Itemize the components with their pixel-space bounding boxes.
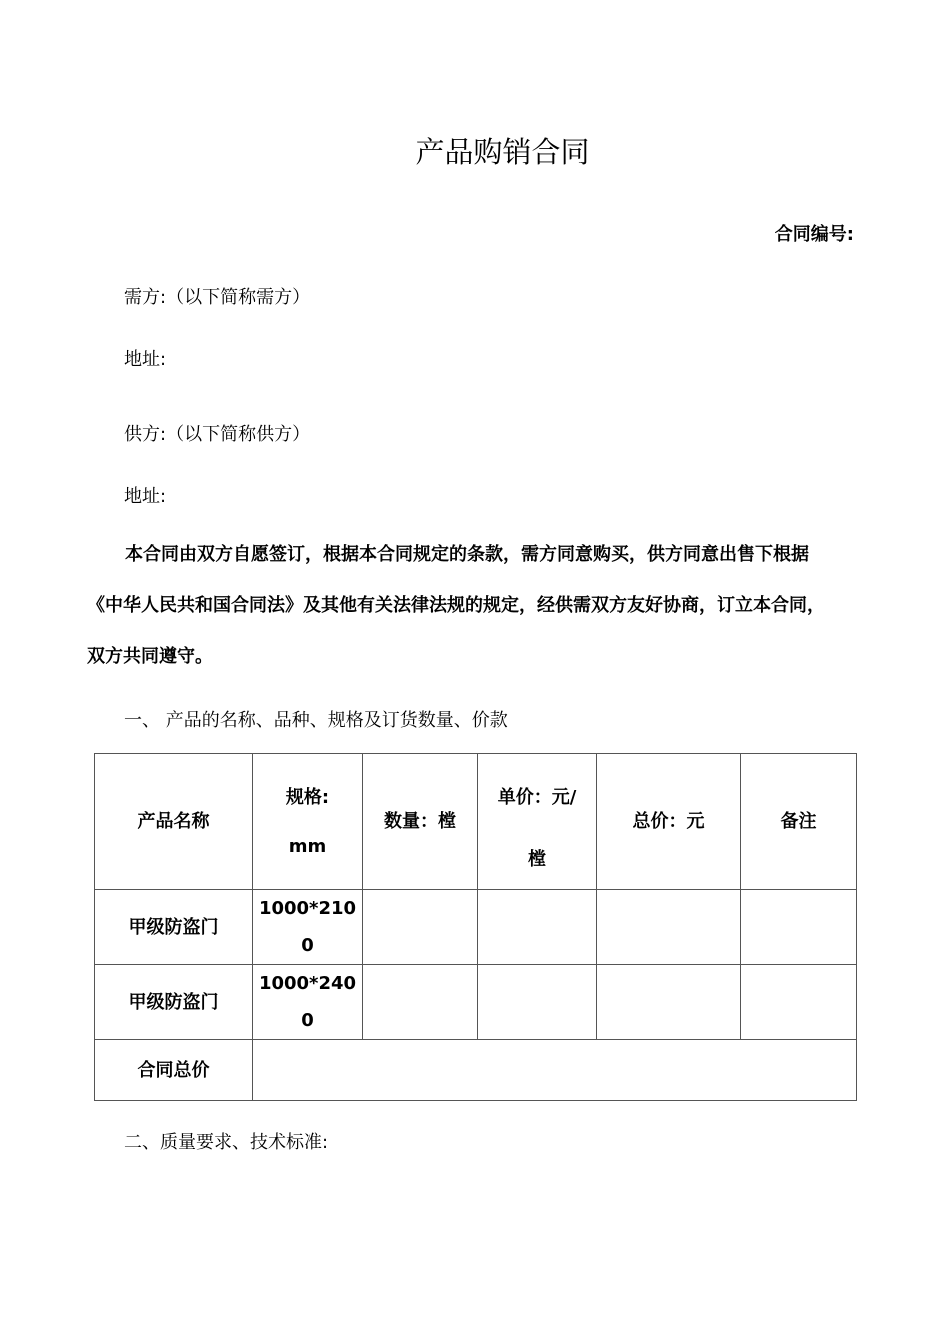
row-note (741, 965, 857, 1040)
row-spec: 1000*2400 (253, 965, 363, 1040)
buyer-line: 需方:（以下简称需方） (124, 287, 311, 308)
row-total-price (597, 965, 741, 1040)
seller-address: 地址: (124, 486, 167, 507)
section-2-heading: 二、质量要求、技术标准: (124, 1132, 329, 1153)
header-spec-line-2: mm (288, 835, 327, 857)
seller-line: 供方:（以下简称供方） (124, 424, 311, 445)
header-spec-line-1: 规格: (285, 786, 330, 808)
row-unit-price (478, 965, 597, 1040)
section-1-heading: 一、 产品的名称、品种、规格及订货数量、价款 (124, 710, 508, 731)
row-product-name: 甲级防盗门 (95, 965, 253, 1040)
header-note: 备注 (741, 754, 857, 890)
document-title: 产品购销合同 (415, 135, 590, 169)
row-total-price (597, 890, 741, 965)
contract-number-label: 合同编号: (774, 224, 854, 245)
table-header-row (95, 754, 857, 890)
intro-line-2: 《中华人民共和国合同法》及其他有关法律法规的规定，经供需双方友好协商，订立本合同， (87, 595, 825, 616)
row-quantity (363, 890, 478, 965)
row-spec: 1000*2100 (253, 890, 363, 965)
intro-paragraph (87, 529, 877, 682)
intro-line-3: 双方共同遵守。 (87, 646, 213, 667)
total-value (253, 1040, 857, 1101)
table-total-row (95, 1040, 857, 1101)
header-unit-price (478, 754, 597, 890)
header-quantity: 数量：樘 (363, 754, 478, 890)
buyer-address: 地址: (124, 349, 167, 370)
row-quantity (363, 965, 478, 1040)
header-product-name: 产品名称 (95, 754, 253, 890)
total-label: 合同总价 (95, 1040, 253, 1101)
header-unit-price-line-2: 樘 (528, 848, 546, 870)
header-spec (253, 754, 363, 890)
table-row (95, 890, 857, 965)
table-row (95, 965, 857, 1040)
intro-line-1: 本合同由双方自愿签订，根据本合同规定的条款，需方同意购买，供方同意出售下根据 (125, 544, 809, 565)
row-note (741, 890, 857, 965)
product-table (94, 753, 857, 1101)
header-total-price: 总价：元 (597, 754, 741, 890)
row-product-name: 甲级防盗门 (95, 890, 253, 965)
header-unit-price-line-1: 单价：元/ (497, 786, 577, 808)
row-unit-price (478, 890, 597, 965)
